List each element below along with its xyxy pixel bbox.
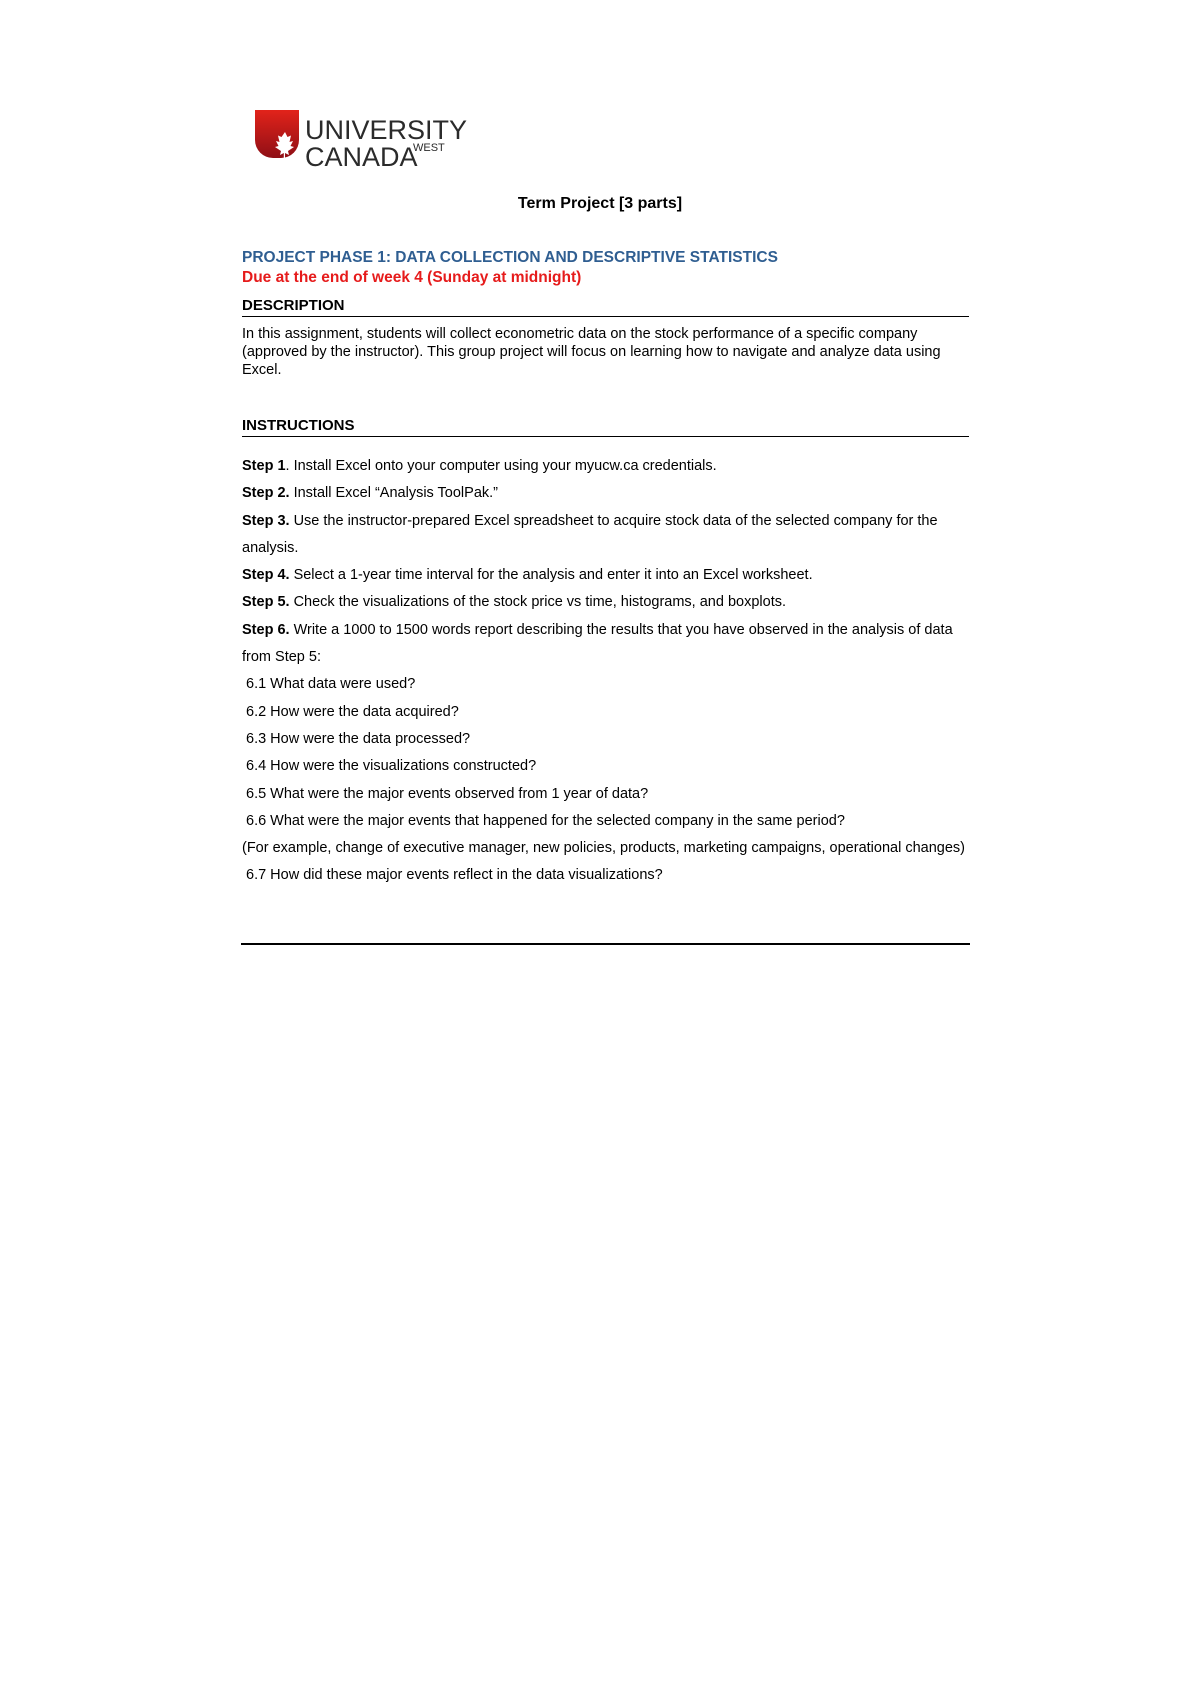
step-text: Select a 1-year time interval for the analysis and enter it into an Excel worksheet. xyxy=(289,567,813,584)
step-label: Step 3. xyxy=(242,512,290,529)
logo-word-university: UNIVERSITY xyxy=(305,115,468,145)
phase-heading: PROJECT PHASE 1: DATA COLLECTION AND DESCRIPTIVE STATISTICS xyxy=(242,249,778,266)
description-heading: DESCRIPTION xyxy=(242,297,969,317)
subitem-6-4: 6.4 How were the visualizations constructed? xyxy=(246,758,537,775)
subitem-6-7: 6.7 How did these major events reflect in the data visualizations? xyxy=(246,867,663,884)
step-label: Step 5. xyxy=(242,594,290,611)
step-5 xyxy=(242,589,969,616)
due-date-notice: Due at the end of week 4 (Sunday at midnight) xyxy=(242,269,582,286)
maple-leaf-logo-icon xyxy=(255,110,485,174)
step-label: Step 4. xyxy=(242,567,290,584)
step-6 xyxy=(242,617,969,672)
step-text: Use the instructor-prepared Excel spreadsheet to acquire stock data of the selected company for the analysis. xyxy=(242,512,938,556)
step-1 xyxy=(242,453,969,480)
subitem-6-1: 6.1 What data were used? xyxy=(246,676,416,693)
step-4 xyxy=(242,562,969,589)
subitem-6-3: 6.3 How were the data processed? xyxy=(246,730,471,747)
step-text: . Install Excel onto your computer using your myucw.ca credentials. xyxy=(285,458,717,474)
document-body xyxy=(242,248,969,890)
step-label: Step 6. xyxy=(242,621,290,638)
instructions-heading: INSTRUCTIONS xyxy=(242,417,969,437)
logo-word-west: WEST xyxy=(413,142,445,154)
logo-word-canada: CANADA xyxy=(305,142,418,172)
end-divider xyxy=(241,943,970,945)
example-note: (For example, change of executive manager, new policies, products, marketing campaigns, operational changes) xyxy=(242,840,965,857)
subitem-6-2: 6.2 How were the data acquired? xyxy=(246,703,459,720)
instructions-list xyxy=(242,453,969,890)
step-label: Step 2. xyxy=(242,485,290,502)
description-text: In this assignment, students will collect econometric data on the stock performance of a specific company (approved by the instructor). This group project will focus on learning how to navigate and analyze data using Excel. xyxy=(242,326,941,378)
subitem-6-6: 6.6 What were the major events that happened for the selected company in the same period? xyxy=(246,812,845,829)
step-3 xyxy=(242,508,969,563)
university-logo xyxy=(255,110,485,174)
document-title: Term Project [3 parts] xyxy=(517,195,683,212)
step-2 xyxy=(242,480,969,507)
step-text: Write a 1000 to 1500 words report describing the results that you have observed in the analysis of data from Step 5: xyxy=(242,621,953,666)
step-text: Install Excel “Analysis ToolPak.” xyxy=(289,485,498,502)
step-label: Step 1 xyxy=(242,458,286,474)
step-text: Check the visualizations of the stock price vs time, histograms, and boxplots. xyxy=(289,594,786,611)
subitem-6-5: 6.5 What were the major events observed from 1 year of data? xyxy=(246,785,649,802)
